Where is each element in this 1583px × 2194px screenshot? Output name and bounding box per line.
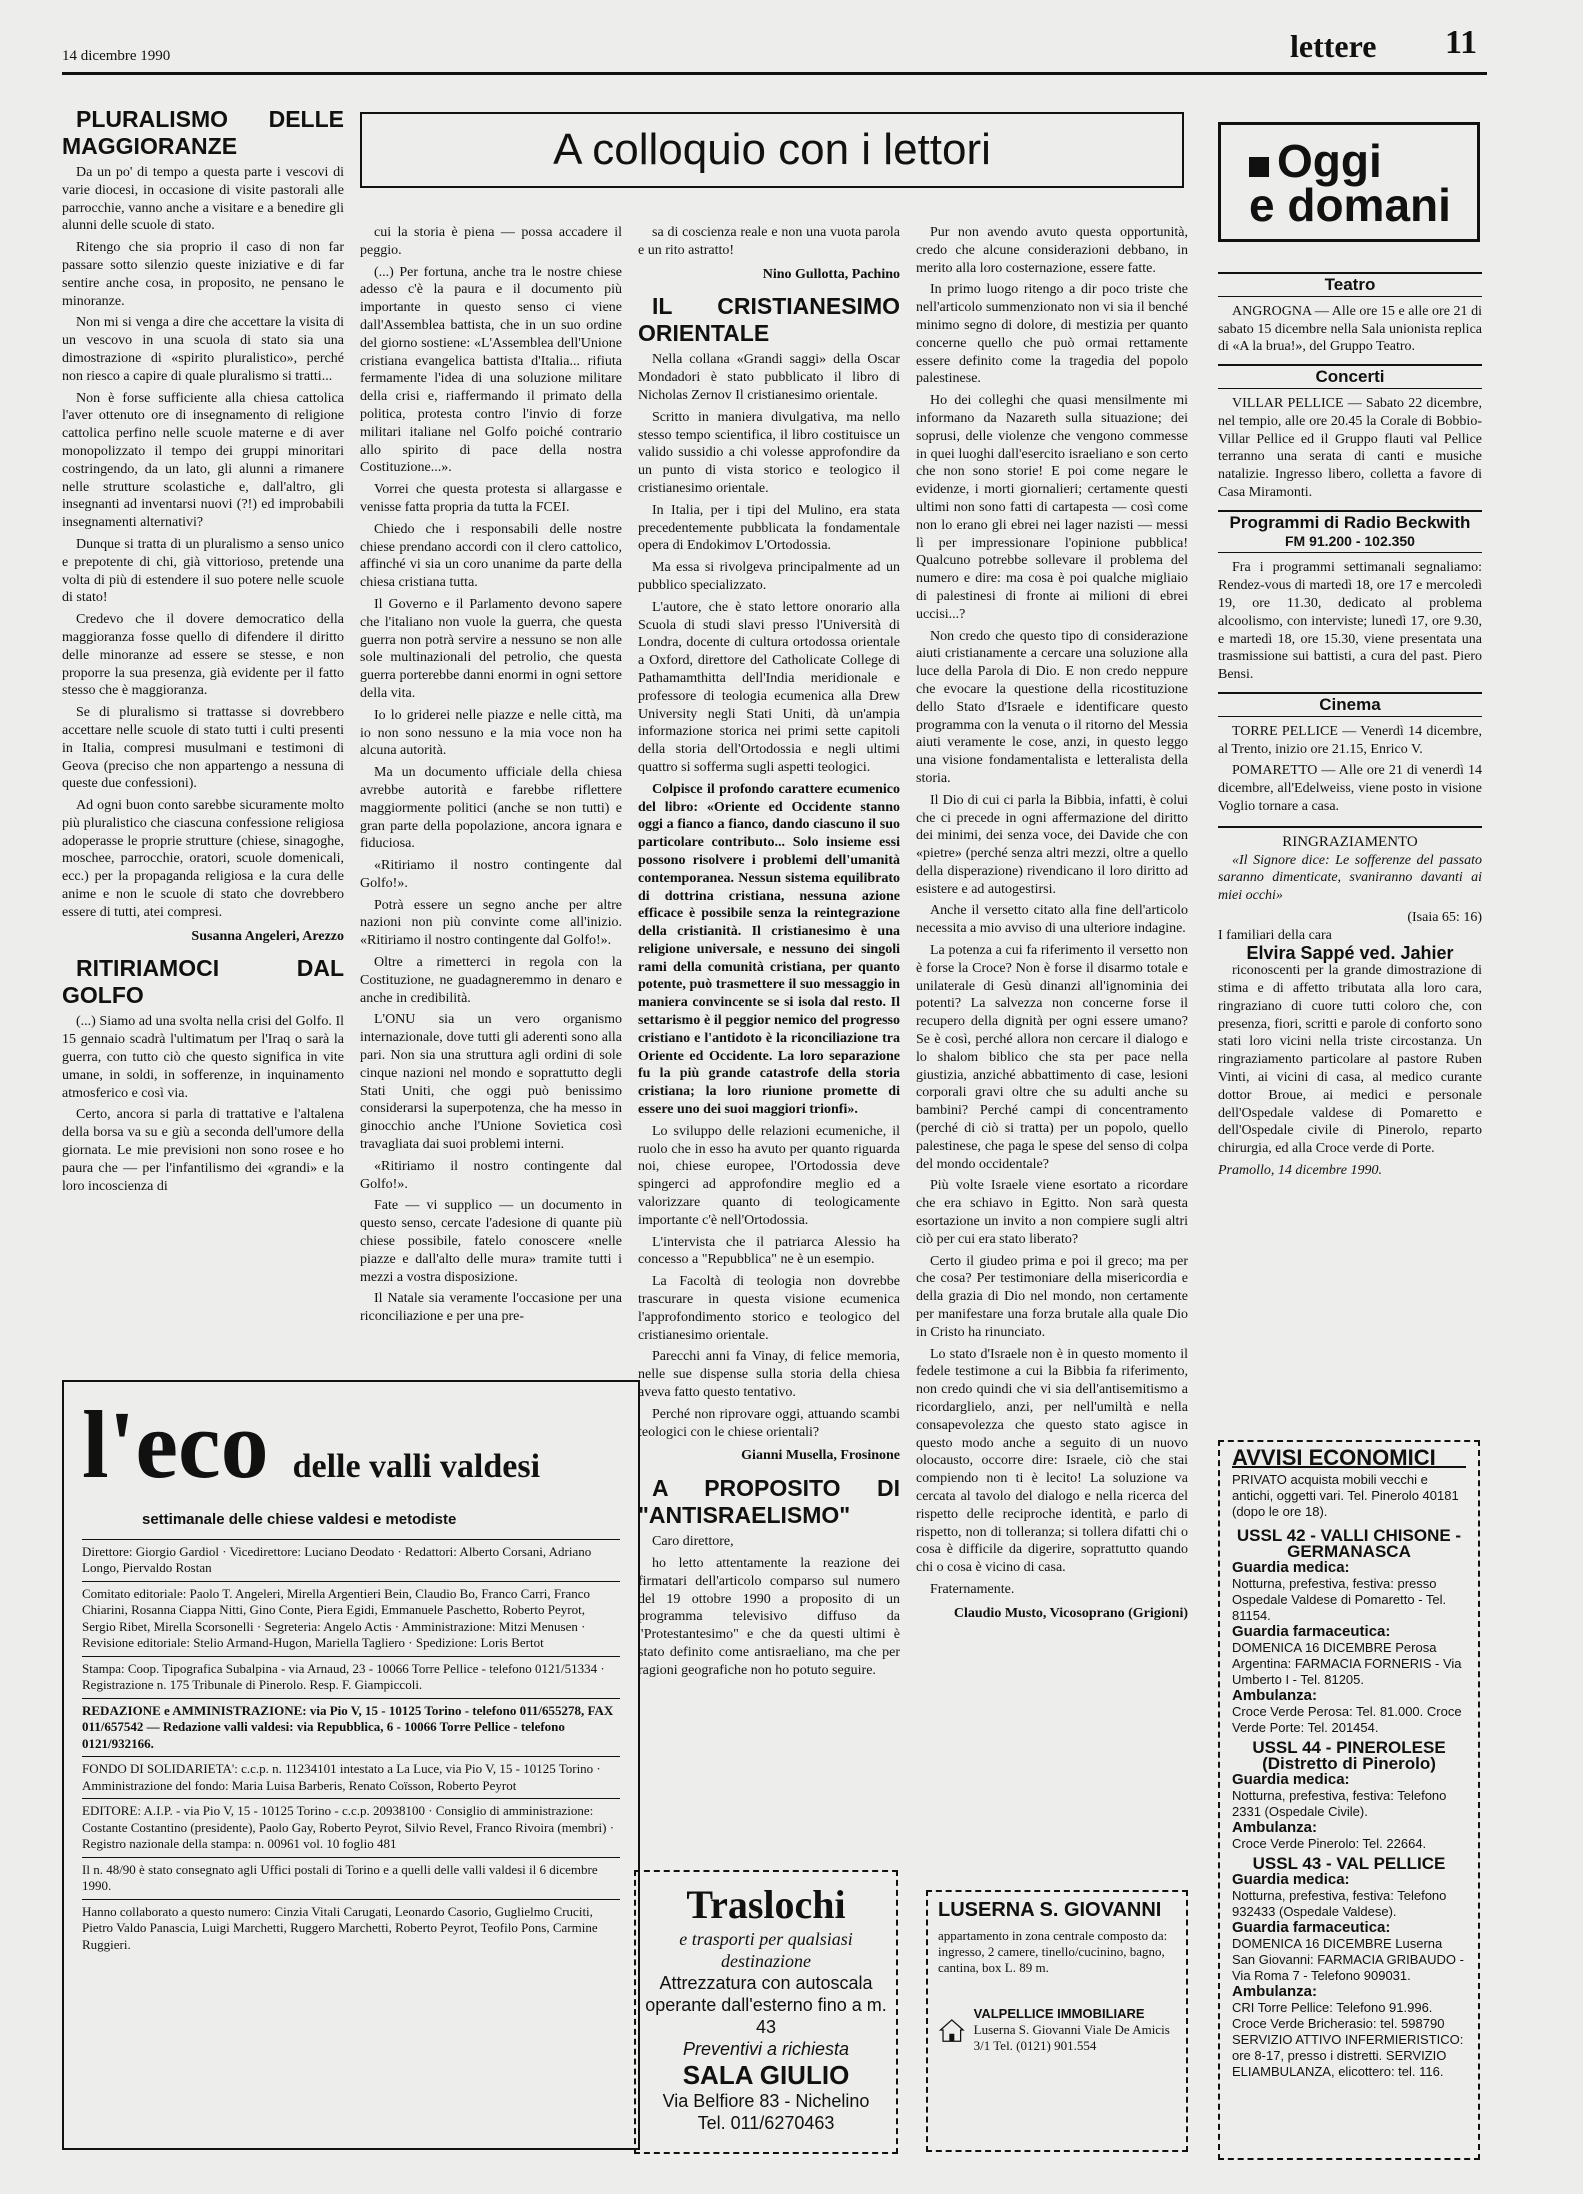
cinema-text-1: TORRE PELLICE — Venerdì 14 dicembre, al Trento, inizio ore 21.15, Enrico V. <box>1218 723 1482 757</box>
heading-antisraelismo: A PROPOSITO DI "ANTISRAELISMO" <box>638 1475 900 1529</box>
oggi-title-line2: e domani <box>1249 179 1451 231</box>
eco-subtitle: settimanale delle chiese valdesi e metodiste <box>142 1511 457 1528</box>
radio-heading <box>1218 510 1482 554</box>
signature: Gianni Musella, Frosinone <box>741 1448 900 1464</box>
paragraph: Il Natale sia veramente l'occasione per una riconciliazione e per una pre- <box>360 1291 622 1325</box>
paragraph: Nella collana «Grandi saggi» della Oscar Mondadori è stato pubblicato il libro di Nicholas Zernov Il cristianesimo orientale. <box>638 352 900 403</box>
paragraph: Pur non avendo avuto questa opportunità, credo che alcune considerazioni debbano, in merito alla loro costernazione, essere fatte. <box>916 225 1188 276</box>
heading-golfo: RITIRIAMOCI DAL GOLFO <box>62 955 344 1009</box>
paragraph: Non mi si venga a dire che accettare la visita di un vescovo in una scuola di stato sia una dimostrazione di «spirito pluralistico», perché non riesco a capire di quale pluralismo si tratti... <box>62 315 344 384</box>
eco-block: EDITORE: A.I.P. - via Pio V, 15 - 10125 Torino - c.c.p. 20938100 · Consiglio di amministrazione: Costante Costantino (presidente), Paolo Gay, Roberto Peyrot, Silvio Revel, Franco Rivoira (membri) · Registro nazionale della stampa: n. 00961 vol. 10 foglio 481 <box>82 1798 620 1857</box>
signature: Susanna Angeleri, Arezzo <box>191 928 344 944</box>
paragraph: Fraternamente. <box>930 1581 1015 1597</box>
paragraph: Potrà essere un segno anche per altre nazioni non più convinte come all'inizio. «Ritiriamo il nostro contingente dal Golfo!». <box>360 897 622 949</box>
paragraph: Credevo che il dovere democratico della maggioranza fosse quello di difendere il diritto delle minoranze ad essere se stesse, e non proporre la sua presenza, già evidente per il fatto stesso che è maggioranza. <box>62 612 344 699</box>
paragraph: Non è forse sufficiente alla chiesa cattolica l'aver ottenuto ore di insegnamento di religione cattolica perfino nelle scuole materne e di aver monopolizzato il tempo dei gruppi minoritari costringendo, da un lato, gli alunni a rimanere nelle strutture scolastiche e, dall'altro, gli insegnanti ad inventarsi nuovi (?!) ed improbabili insegnamenti alternativi? <box>62 390 344 531</box>
eco-block: REDAZIONE e AMMINISTRAZIONE: via Pio V, 15 - 10125 Torino - telefono 011/655278, FAX 011/657542 — Redazione valli valdesi: via Repubblica, 6 - 10066 Torre Pellice - telefono 0121/932166. <box>82 1698 620 1757</box>
paragraph: Non credo che questo tipo di considerazione aiuti cristianamente a cercare una soluzione alla luce della Parola di Dio. E non credo neppure che evocare la questione della ricostituzione dello Stato d'Israele e identificare questo programma con la venuta o il ritorno del Messia aiuti veramente le cose, anzi, in questo leggo una visione fondamentalista e letteralista della storia. <box>916 628 1188 786</box>
cinema-text-2: POMARETTO — Alle ore 21 di venerdì 14 dicembre, all'Edelweiss, viene posto in visione Voglio tornare a casa. <box>1218 763 1482 814</box>
paragraph: Perché non riprovare oggi, attuando scambi teologici con le chiese orientali? <box>638 1406 900 1440</box>
signature: Nino Gullotta, Pachino <box>762 266 900 282</box>
paragraph: Io lo griderei nelle piazze e nelle città, ma io non sono nessuno e la mia voce non ha alcuna autorità. <box>360 707 622 759</box>
eco-block: Il n. 48/90 è stato consegnato agli Uffici postali di Torino e a quelli delle valli valdesi il 6 dicembre 1990. <box>82 1857 620 1899</box>
paragraph: Il Governo e il Parlamento devono sapere che l'italiano non vuole la guerra, che questa guerra non potrà servire a nessuno se non alle sole multinazionali del petrolio, che questa guerra porterebbe danni enormi in ogni settore della vita. <box>360 596 622 701</box>
paragraph: (...) Per fortuna, anche tra le nostre chiese adesso c'è la paura e il documento più importante in questo senso ci viene dall'Assemblea battista, che in un suo ordine del giorno sostiene: «L'Assemblea dell'Unione cristiana evangelica battista d'Italia... rifiuta fermamente l'idea di una soluzione militare della crisi e, riaffermando il primato della politica, protesta contro l'invio di forze militari italiane nel Golfo poiché contrario allo spirito di pace della nostra Costituzione...». <box>360 264 622 476</box>
ring-place: Pramollo, 14 dicembre 1990. <box>1218 1163 1382 1179</box>
radio-fm: FM 91.200 - 102.350 <box>1285 532 1415 549</box>
text: CRI Torre Pellice: Telefono 91.996. Croce Verde Bricherasio: tel. 598790 SERVIZIO ATTIVO INFERMIERISTICO: ore 8-17, presso i distretti. SERVIZIO ELIAMBULANZA, elicottero: tel. 116. <box>1232 2000 1464 2079</box>
eco-block: Stampa: Coop. Tipografica Subalpina - via Arnaud, 23 - 10066 Torre Pellice - telefono 0121/51334 · Registrazione n. 175 Tribunale di Pinerolo. Resp. F. Giampiccoli. <box>82 1656 620 1698</box>
luserna-body: appartamento in zona centrale composto da: ingresso, 2 camere, tinello/cucinino, bagno, cantina, box L. 89 m. <box>938 1928 1168 1975</box>
house-icon <box>938 2008 966 2052</box>
paragraph: Vorrei che questa protesta si allargasse e venisse fatta propria da tutta la FCEI. <box>360 482 622 515</box>
paragraph: L'intervista che il patriarca Alessio ha concesso a "Repubblica" ne è un esempio. <box>638 1234 900 1268</box>
luserna-address: Luserna S. Giovanni Viale De Amicis 3/1 Tel. (0121) 901.554 <box>973 2022 1170 2053</box>
label: Guardia farmaceutica: <box>1232 1623 1391 1640</box>
header-date: 14 dicembre 1990 <box>62 48 171 64</box>
square-bullet-icon <box>1249 157 1269 177</box>
paragraph: Caro direttore, <box>652 1534 734 1550</box>
paragraph: Oltre a rimetterci in regola con la Costituzione, ne guadagneremmo in denaro e anche in credibilità. <box>360 955 622 1006</box>
paragraph: Ad ogni buon conto sarebbe sicuramente molto più pluralistico che ciascuna confessione religiosa adoperasse le proprie strutture (chiese, sinagoghe, moschee, parrocchie, oratori, scuole domenicali, ecc.) per la propaganda religiosa e la cura delle anime e non le scuole di stato che dovrebbero essere di tutti, atei compresi. <box>62 798 344 920</box>
text: Notturna, prefestiva, festiva: Telefono 932433 (Ospedale Valdese). <box>1232 1888 1447 1919</box>
paragraph: ho letto attentamente la reazione dei firmatari dell'articolo comparso sul numero del 19 ottobre 1990 a proposito di un programma televisivo diffuso da "Protestantesimo" e che da questi ultimi è stato definito come antisraeliano, ma che per ragioni geografiche non ho potuto seguire. <box>638 1556 900 1678</box>
eco-block: Hanno collaborato a questo numero: Cinzia Vitali Carugati, Leonardo Casorio, Guglielmo Cruciti, Pietro Valdo Panascia, Luigi Marchetti, Ruggero Marchetti, Roberto Peyrot, Teofilo Pons, Carmine Ruggieri. <box>82 1899 620 1958</box>
header-page-number: 11 <box>1445 24 1478 61</box>
text: DOMENICA 16 DICEMBRE Luserna San Giovanni: FARMACIA GRIBAUDO - Via Roma 7 - Telefono 909031. <box>1232 1936 1464 1983</box>
paragraph: Anche il versetto citato alla fine dell'articolo necessita a mio avviso di una ulteriore indagine. <box>916 903 1188 937</box>
ussl43-heading: USSL 43 - VAL PELLICE <box>1252 1854 1446 1873</box>
ring-name: Elvira Sappé ved. Jahier <box>1246 942 1454 963</box>
paragraph: Colpisce il profondo carattere ecumenico del libro: «Oriente ed Occidente stanno oggi a fianco a fianco, dando ciascuno il suo particolare contributo... Solo insieme essi possono risolvere i problemi dell'umanità contemporanea. Nessun sistema equilibrato di dottrina cristiana, nessuna azione efficace è possibile senza la reintegrazione della cristianità. Il cristianesimo è una religione universale, e nessuno dei singoli rami della comunità cristiana, per quanto potente, può trasmettere il suo messaggio in maniera convincente se si isola dal resto. Il settarismo è il peggior nemico del progresso cristiano e l'antidoto è la riconciliazione tra Oriente ed Occidente. La loro separazione fu la più grande catastrofe della storia cristiana; la loro riunione promette di essere uno dei suoi maggiori trionfi». <box>638 781 900 1118</box>
paragraph: sa di coscienza reale e non una vuota parola e un rito astratto! <box>638 225 900 258</box>
traslochi-line: Attrezzatura con autoscala operante dall'esterno fino a m. 43 <box>645 1973 887 2037</box>
ring-ref: (Isaia 65: 16) <box>1407 909 1482 925</box>
traslochi-ad <box>634 1870 898 2154</box>
eco-title-main: l'eco <box>82 1391 269 1498</box>
traslochi-title: Traslochi <box>686 1882 846 1927</box>
ring-quote: «Il Signore dice: Le sofferenze del passato saranno dimenticate, svaniranno davanti ai miei occhi» <box>1218 852 1482 904</box>
paragraph: Parecchi anni fa Vinay, di felice memoria, nelle sue dispense sulla storia della chiesa aveva fatto questo tentativo. <box>638 1349 900 1401</box>
paragraph: L'ONU sia un vero organismo internazionale, dove tutti gli aderenti sono alla pari. Non sia una struttura agli ordini di sole cinque nazioni nel mondo e soprattutto degli Stati Uniti, che oggi può benissimo considerarsi la superpotenza, che ha messo in ginocchio anche l'Unione Sovietica così travagliata dai suoi problemi interni. <box>360 1012 622 1153</box>
eco-title <box>82 1391 620 1512</box>
label: Ambulanza: <box>1232 1819 1318 1836</box>
radio-title: Programmi di Radio Beckwith <box>1229 512 1471 532</box>
traslochi-company: SALA GIULIO <box>682 2060 850 2090</box>
ussl42-heading: USSL 42 - VALLI CHISONE - GERMANASCA <box>1236 1526 1462 1561</box>
header-rule <box>62 72 1487 75</box>
ussl-box <box>1218 1440 1480 2160</box>
avvisi-text: PRIVATO acquista mobili vecchi e antichi, oggetti vari. Tel. Pinerolo 40181 (dopo le ore 18). <box>1232 1472 1459 1519</box>
paragraph: Ho dei colleghi che quasi mensilmente mi informano da Nazareth sulla situazione; dei soprusi, delle violenze che vengono commesse in quei luoghi dall'esercito israeliano e son certo che non sono storie! E poi come negare le evidenze, i morti giornalieri; certamente questi ultimi non sono fatti di cartapesta — così come non lo erano gli ebrei nei lager nazisti — messi lì per impressionare l'opinione pubblica! Qualcuno potrebbe sollevare il problema del numero e dire: ma cosa è poi qualche migliaio di palestinesi di fronte ai milioni di ebrei uccisi...? <box>916 393 1188 622</box>
column-1 <box>62 106 344 1199</box>
avvisi-heading: AVVISI ECONOMICI <box>1232 1450 1466 1468</box>
cinema-heading: Cinema <box>1218 692 1482 717</box>
paragraph: «Ritiriamo il nostro contingente dal Golfo!». <box>360 858 622 891</box>
traslochi-line: Preventivi a richiesta <box>682 2039 850 2059</box>
concerti-heading: Concerti <box>1218 364 1482 389</box>
luserna-agency: VALPELLICE IMMOBILIARE <box>973 2006 1145 2021</box>
oggi-title-line1: Oggi <box>1277 135 1382 187</box>
eco-title-secondary: delle valli valdesi <box>292 1448 541 1485</box>
paragraph: In Italia, per i tipi del Mulino, era stata precedentemente pubblicata la fondamentale opera di Endokimov L'Ortodossia. <box>638 502 900 554</box>
label: Guardia medica: <box>1232 1559 1350 1576</box>
right-column <box>1218 264 1482 1180</box>
header-section: lettere <box>1290 28 1377 64</box>
paragraph: (...) Siamo ad una svolta nella crisi del Golfo. Il 15 gennaio scadrà l'ultimatum per l'Iraq o sarà la guerra, con tutto ciò che questo significa in vite umane, in soldi, in sofferenze, in inquinamento atmosferico e così via. <box>62 1014 344 1101</box>
paragraph: Da un po' di tempo a questa parte i vescovi di varie diocesi, in occasione di visite pastorali alle parrocchie, vanno anche a visitare e a benedire gli alunni delle scuole di stato. <box>62 165 344 234</box>
ringraziamento <box>1218 826 1482 1180</box>
paragraph: La Facoltà di teologia non dovrebbe trascurare in questa visione ecumenica l'approfondimento storico e teologico del cristianesimo orientale. <box>638 1274 900 1343</box>
eco-block: Comitato editoriale: Paolo T. Angeleri, Mirella Argentieri Bein, Claudio Bo, Franco Carri, Franco Chiarini, Rosanna Ciappa Nitti, Gino Conte, Piera Egidi, Emmanuele Paschetto, Roberto Peyrot, Sergio Ribet, Mirella Scorsonelli · Segreteria: Angelo Actis · Amministrazione: Mitzi Menusen · Revisione editoriale: Stelio Armand-Hugon, Mariella Tagliero · Spedizione: Loris Bertot <box>82 1581 620 1656</box>
ring-family: I familiari della cara <box>1218 927 1332 943</box>
text: Notturna, prefestiva, festiva: presso Ospedale Valdese di Pomaretto - Tel. 81154. <box>1232 1576 1447 1623</box>
text: Notturna, prefestiva, festiva: Telefono 2331 (Ospedale Civile). <box>1232 1788 1447 1819</box>
heading-pluralismo: PLURALISMO DELLE MAGGIORANZE <box>62 106 344 159</box>
traslochi-address: Via Belfiore 83 - Nichelino <box>662 2091 870 2111</box>
label: Guardia farmaceutica: <box>1232 1919 1391 1936</box>
main-title: A colloquio con i lettori <box>360 112 1184 188</box>
paragraph: Il Dio di cui ci parla la Bibbia, infatti, è colui che ci precede in ogni affermazione del diritto dei minimi, dei senza voce, dei Davide che con «pietre» (perché senza altri mezzi, oltre a quello della disperazione) rivendicano il loro diritto ad esistere e ad autogestirsi. <box>916 792 1188 897</box>
oggi-domani-box <box>1218 122 1480 242</box>
traslochi-phone: Tel. 011/6270463 <box>697 2113 835 2133</box>
label: Guardia medica: <box>1232 1871 1350 1888</box>
label: Ambulanza: <box>1232 1687 1318 1704</box>
teatro-text: ANGROGNA — Alle ore 15 e alle ore 21 di sabato 15 dicembre nella Sala unionista replica di «A la brua!», del Gruppo Teatro. <box>1218 303 1482 355</box>
eco-block: Direttore: Giorgio Gardiol · Vicedirettore: Luciano Deodato · Redattori: Alberto Corsani, Adriano Longo, Piervaldo Rostan <box>82 1539 620 1581</box>
heading-cristianesimo: IL CRISTIANESIMO ORIENTALE <box>638 293 900 347</box>
signature: Claudio Musto, Vicosoprano (Grigioni) <box>953 1605 1188 1621</box>
paragraph: Certo il giudeo prima e poi il greco; ma per che cosa? Per testimoniare della misericordia e della grazia di Dio nel mondo, non certamente per manifestare una forza brutale alla quale Dio in Cristo ha rinunciato. <box>916 1253 1188 1340</box>
text: DOMENICA 16 DICEMBRE Perosa Argentina: FARMACIA FORNERIS - Via Umberto I - Tel. 81205. <box>1232 1640 1462 1687</box>
ussl44-heading: USSL 44 - PINEROLESE (Distretto di Pinerolo) <box>1252 1738 1446 1773</box>
paragraph: Ma un documento ufficiale della chiesa avrebbe autorità e farebbe riflettere maggiormente politici (anche se non tutti) e gran parte della popolazione, ancora ignara e fiduciosa. <box>360 765 622 852</box>
text: Croce Verde Pinerolo: Tel. 22664. <box>1232 1836 1427 1851</box>
label: Ambulanza: <box>1232 1983 1318 2000</box>
paragraph: Lo sviluppo delle relazioni ecumeniche, il ruolo che in esso ha avuto per quanto riguarda noi, chiese europee, l'Ortodossia deve spingerci ad approfondire meglio ed a valorizzare quanto di teologicamente importante c'è nell'Ortodossia. <box>638 1123 900 1228</box>
radio-text: Fra i programmi settimanali segnaliamo: Rendez-vous di martedì 18, ore 17 e mercoledì 19, ore 11.30, dedicato al problema alcoolismo, con interviste; lunedì 17, ore 9.30, e martedì 18, ore 15.30, viene presentata una trasmissione sui battisti, a cura del past. Piero Bensi. <box>1218 560 1482 683</box>
paragraph: Se di pluralismo si trattasse si dovrebbero accettare nelle scuole di stato tutti i culti presenti in Italia, compresi musulmani e testimoni di Geova (preciso che non appartengo a nessuna di queste due confessioni). <box>62 705 344 792</box>
paragraph: Chiedo che i responsabili delle nostre chiese prendano accordi con il clero cattolico, affinché vi sia un coro unanime da parte della chiesa cristiana tutta. <box>360 521 622 591</box>
paragraph: «Ritiriamo il nostro contingente dal Golfo!». <box>360 1158 622 1192</box>
paragraph: L'autore, che è stato lettore onorario alla Scuola di studi slavi presso l'Università di Londra, docente di cultura ortodossa orientale a Oxford, direttore del Catholicate College di Pathamamthitta dell'India meridionale e professore di teologia ecumenica alla Drew University negli Stati Uniti, dà un'ampia informazione storica nei primi sette capitoli della storia dell'Ortodossia e negli ultimi quattro si sofferma sugli aspetti teologici. <box>638 599 900 775</box>
ring-body: riconoscenti per la grande dimostrazione di stima e di affetto tributata alla loro cara, ringraziano di cuore tutti coloro che, con presenza, fiori, scritti e parole di conforto sono stati loro vicini nella triste circostanza. Un ringraziamento particolare al pastore Ruben Vinti, ai vicini di casa, al medico curante dottor Broue, ai medici e personale dell'Ospedale valdese di Pomaretto e dell'Ospedale civile di Pinerolo, reparto chirurgia, ed alla Croce verde di Porte. <box>1218 963 1482 1157</box>
luserna-title: LUSERNA S. GIOVANNI <box>938 1899 1162 1921</box>
traslochi-line: e trasporti per qualsiasi destinazione <box>679 1929 853 1971</box>
paragraph: Più volte Israele viene esortato a ricordare che era schiavo in Egitto. Non sarà questa esortazione un invito a non compiere sugli altri ciò per cui era stato liberato? <box>916 1178 1188 1247</box>
paragraph: La potenza a cui fa riferimento il versetto non è forse la Croce? Non è forse il disarmo totale e unilaterale di Gesù dinanzi all'ignominia dei potenti? La salvezza non concerne forse il recupero della dignità per ogni essere umano? Se è così, perché allora non cercare il dialogo e lo shalom biblico che sta per pace nella giustizia, anziché abbattimento di case, lesioni corporali gravi oltre che su adulti anche su bambini? Perché campi di concentramento (perché di ciò si tratta) per un popolo, quello palestinese, che paga le spese del senso di colpa del mondo occidentale? <box>916 943 1188 1172</box>
paragraph: Scritto in maniera divulgativa, ma nello stesso tempo scientifica, il libro costituisce un valido sussidio a chi volesse approfondire da un punto di vista storico e teologico il cristianesimo orientale. <box>638 409 900 496</box>
eco-block: FONDO DI SOLIDARIETA': c.c.p. n. 11234101 intestato a La Luce, via Pio V, 15 - 10125 Torino · Amministrazione del fondo: Maria Luisa Barberis, Renato Coïsson, Roberto Peyrot <box>82 1756 620 1798</box>
paragraph: cui la storia è piena — possa accadere il peggio. <box>360 225 622 258</box>
paragraph: Fate — vi supplico — un documento in questo senso, cercate l'adesione di quante più chiese possibile, fatelo conoscere «nelle piazze e dall'alto delle mura» tramite tutti i mezzi a vostra disposizione. <box>360 1198 622 1285</box>
label: Guardia medica: <box>1232 1771 1350 1788</box>
ring-heading: RINGRAZIAMENTO <box>1282 833 1418 850</box>
text: Croce Verde Perosa: Tel. 81.000. Croce Verde Porte: Tel. 201454. <box>1232 1704 1462 1735</box>
paragraph: Ma essa si rivolgeva principalmente ad un pubblico specializzato. <box>638 560 900 593</box>
concerti-text: VILLAR PELLICE — Sabato 22 dicembre, nel tempio, alle ore 20.45 la Corale di Bobbio-Villar Pellice ed il Gruppo flauti val Pellice terranno una serata di canti e musiche natalizie. Ingresso libero, colletta a favore di Casa Miramonti. <box>1218 395 1482 500</box>
paragraph: In primo luogo ritengo a dir poco triste che nell'articolo summenzionato non vi sia il benché minimo segno di dolore, di mestizia per quanto concerne quello che può ormai rettamente essere definito come la tragedia del popolo palestinese. <box>916 282 1188 387</box>
paragraph: Dunque si tratta di un pluralismo a senso unico e prepotente di chi, già vittorioso, pretende una volta di più di estendere il suo potere nelle scuole di stato! <box>62 536 344 606</box>
luserna-ad <box>926 1890 1188 2152</box>
column-2 <box>360 224 622 1330</box>
paragraph: Ritengo che sia proprio il caso di non far passare sotto silenzio queste iniziative e di far sentire anche cosa, in proposito, ne pensano le minoranze. <box>62 240 344 309</box>
paragraph: Certo, ancora si parla di trattative e l'altalena della borsa va su e giù a seconda dell'umore della giornata. Le mie previsioni non sono rosee e ho paura che — per l'infantilismo dei «grandi» e la loro incoscienza di <box>62 1107 344 1194</box>
paragraph: Lo stato d'Israele non è in questo momento il fedele testimone a cui la Bibbia fa riferimento, non credo quindi che vi sia dell'antisemitismo a ricordarglielo, anzi, per nell'umiltà e nella consapevolezza che questo stato agisce in questo modo anche a seguito di un nuovo olocausto, occorre dire: Israele, ciò che stai compiendo non ti è lecito! La soluzione va cercata al tavolo del dialogo e nella ricerca del rispetto delle reciproche identità, e parlo di rispetto, non di tolleranza; si tollera difatti chi o cosa è difficile da digerire, soprattutto quando chi o cosa è vicino di casa. <box>916 1346 1188 1576</box>
teatro-heading: Teatro <box>1218 272 1482 297</box>
